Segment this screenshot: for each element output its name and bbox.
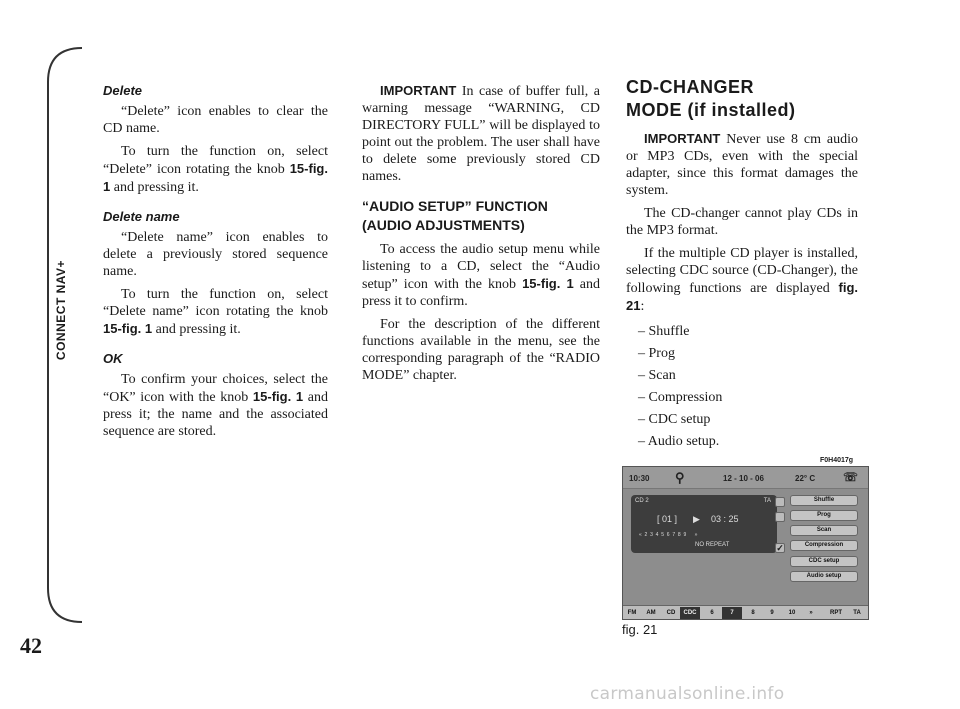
heading-delete: Delete bbox=[103, 83, 143, 98]
figure-caption: fig. 21 bbox=[622, 622, 658, 637]
section-title-cd-changer: CD-CHANGER MODE (if installed) bbox=[626, 77, 796, 120]
paragraph: To confirm your choices, select the “OK” icon with the knob 15-fig. 1 and press it; the name and the associated sequence are stored. bbox=[103, 372, 329, 439]
signal-icon: ⚲ bbox=[675, 470, 685, 485]
clock: 10:30 bbox=[629, 474, 650, 483]
tab-6[interactable]: 6 bbox=[710, 610, 714, 616]
column-3 bbox=[626, 77, 858, 453]
play-icon: ▶ bbox=[693, 514, 700, 524]
repeat-mode: NO REPEAT bbox=[695, 542, 730, 548]
paragraph: The CD-changer cannot play CDs in the MP3 format. bbox=[626, 206, 858, 238]
tab-next[interactable]: » bbox=[809, 610, 813, 616]
prog-button[interactable]: Prog bbox=[790, 510, 858, 521]
audio-setup-button[interactable]: Audio setup bbox=[790, 571, 858, 582]
tab-10[interactable]: 10 bbox=[788, 610, 796, 616]
tab-ta[interactable]: TA bbox=[853, 610, 861, 616]
figure-21-screen bbox=[622, 466, 869, 620]
cdc-setup-button[interactable]: CDC setup bbox=[790, 556, 858, 567]
paragraph: If the multiple CD player is installed, selecting CDC source (CD-Changer), the following functions are displayed fig. 21: bbox=[626, 246, 858, 314]
paragraph: IMPORTANT Never use 8 cm audio or MP3 CDs, even with the special adapter, since this format damages the system. bbox=[626, 131, 858, 198]
function-list bbox=[638, 321, 858, 453]
shuffle-button[interactable]: Shuffle bbox=[790, 495, 858, 506]
list-item: – Compression bbox=[638, 390, 723, 405]
tab-am[interactable]: AM bbox=[646, 610, 656, 616]
tab-9[interactable]: 9 bbox=[770, 610, 774, 616]
source-tab-bar bbox=[623, 605, 868, 619]
figure-code: F0H4017g bbox=[820, 457, 854, 464]
paragraph: To turn the function on, select “Delete” icon rotating the knob 15-fig. 1 and pressing it. bbox=[103, 144, 328, 195]
paragraph: For the description of the different functions available in the menu, see the corresponding paragraph of the “RADIO MODE” chapter. bbox=[362, 317, 600, 383]
tab-cdc[interactable]: CDC bbox=[680, 607, 700, 619]
elapsed-time: 03 : 25 bbox=[711, 514, 739, 524]
scan-button[interactable]: Scan bbox=[790, 525, 858, 536]
paragraph: To turn the function on, select “Delete name” icon rotating the knob 15-fig. 1 and pressing it. bbox=[103, 287, 328, 337]
list-item: – Prog bbox=[638, 346, 675, 361]
cd-source: CD 2 bbox=[635, 498, 649, 504]
paragraph: IMPORTANT In case of buffer full, a warning message “WARNING, CD DIRECTORY FULL” will be displayed to point out the problem. The user shall have to delete some previously stored CD names. bbox=[362, 83, 600, 184]
column-2 bbox=[362, 82, 600, 390]
date: 12 - 10 - 06 bbox=[723, 474, 764, 483]
list-item: – Audio setup. bbox=[638, 434, 720, 449]
page-number: 42 bbox=[20, 633, 42, 658]
watermark: carmanualsonline.info bbox=[590, 684, 785, 704]
paragraph: To access the audio setup menu while listening to a CD, select the “Audio setup” icon with the knob 15-fig. 1 and press it to confirm. bbox=[362, 242, 601, 309]
screen-status-bar bbox=[623, 467, 868, 489]
phone-icon: ☏ bbox=[843, 470, 859, 484]
tab-8[interactable]: 8 bbox=[751, 610, 755, 616]
cd-display bbox=[631, 495, 777, 553]
checkbox[interactable] bbox=[775, 497, 785, 507]
temperature: 22° C bbox=[795, 474, 816, 483]
compression-button[interactable]: Compression bbox=[790, 540, 858, 551]
list-item: – Shuffle bbox=[638, 324, 690, 339]
track-number: [ 01 ] bbox=[657, 514, 678, 524]
tab-fm[interactable]: FM bbox=[627, 610, 637, 616]
heading-ok: OK bbox=[103, 351, 123, 366]
ta-indicator: TA bbox=[763, 498, 771, 504]
paragraph: “Delete name” icon enables to delete a previously stored sequence name. bbox=[103, 230, 328, 279]
tab-rpt[interactable]: RPT bbox=[830, 610, 842, 616]
section-heading-audio-setup: “AUDIO SETUP” FUNCTION (AUDIO ADJUSTMENTS) bbox=[362, 198, 548, 233]
tab-cd[interactable]: CD bbox=[666, 610, 676, 616]
tab-7[interactable]: 7 bbox=[722, 607, 742, 619]
column-1 bbox=[103, 82, 328, 446]
heading-delete-name: Delete name bbox=[103, 209, 180, 224]
section-side-label: CONNECT NAV+ bbox=[54, 259, 68, 361]
list-item: – Scan bbox=[638, 368, 676, 383]
track-list: « 2 3 4 5 6 7 8 9 » bbox=[639, 532, 698, 538]
paragraph: “Delete” icon enables to clear the CD name. bbox=[103, 104, 328, 136]
checkbox-checked[interactable]: ✓ bbox=[776, 543, 784, 553]
checkbox[interactable] bbox=[775, 512, 785, 522]
list-item: – CDC setup bbox=[638, 412, 711, 427]
